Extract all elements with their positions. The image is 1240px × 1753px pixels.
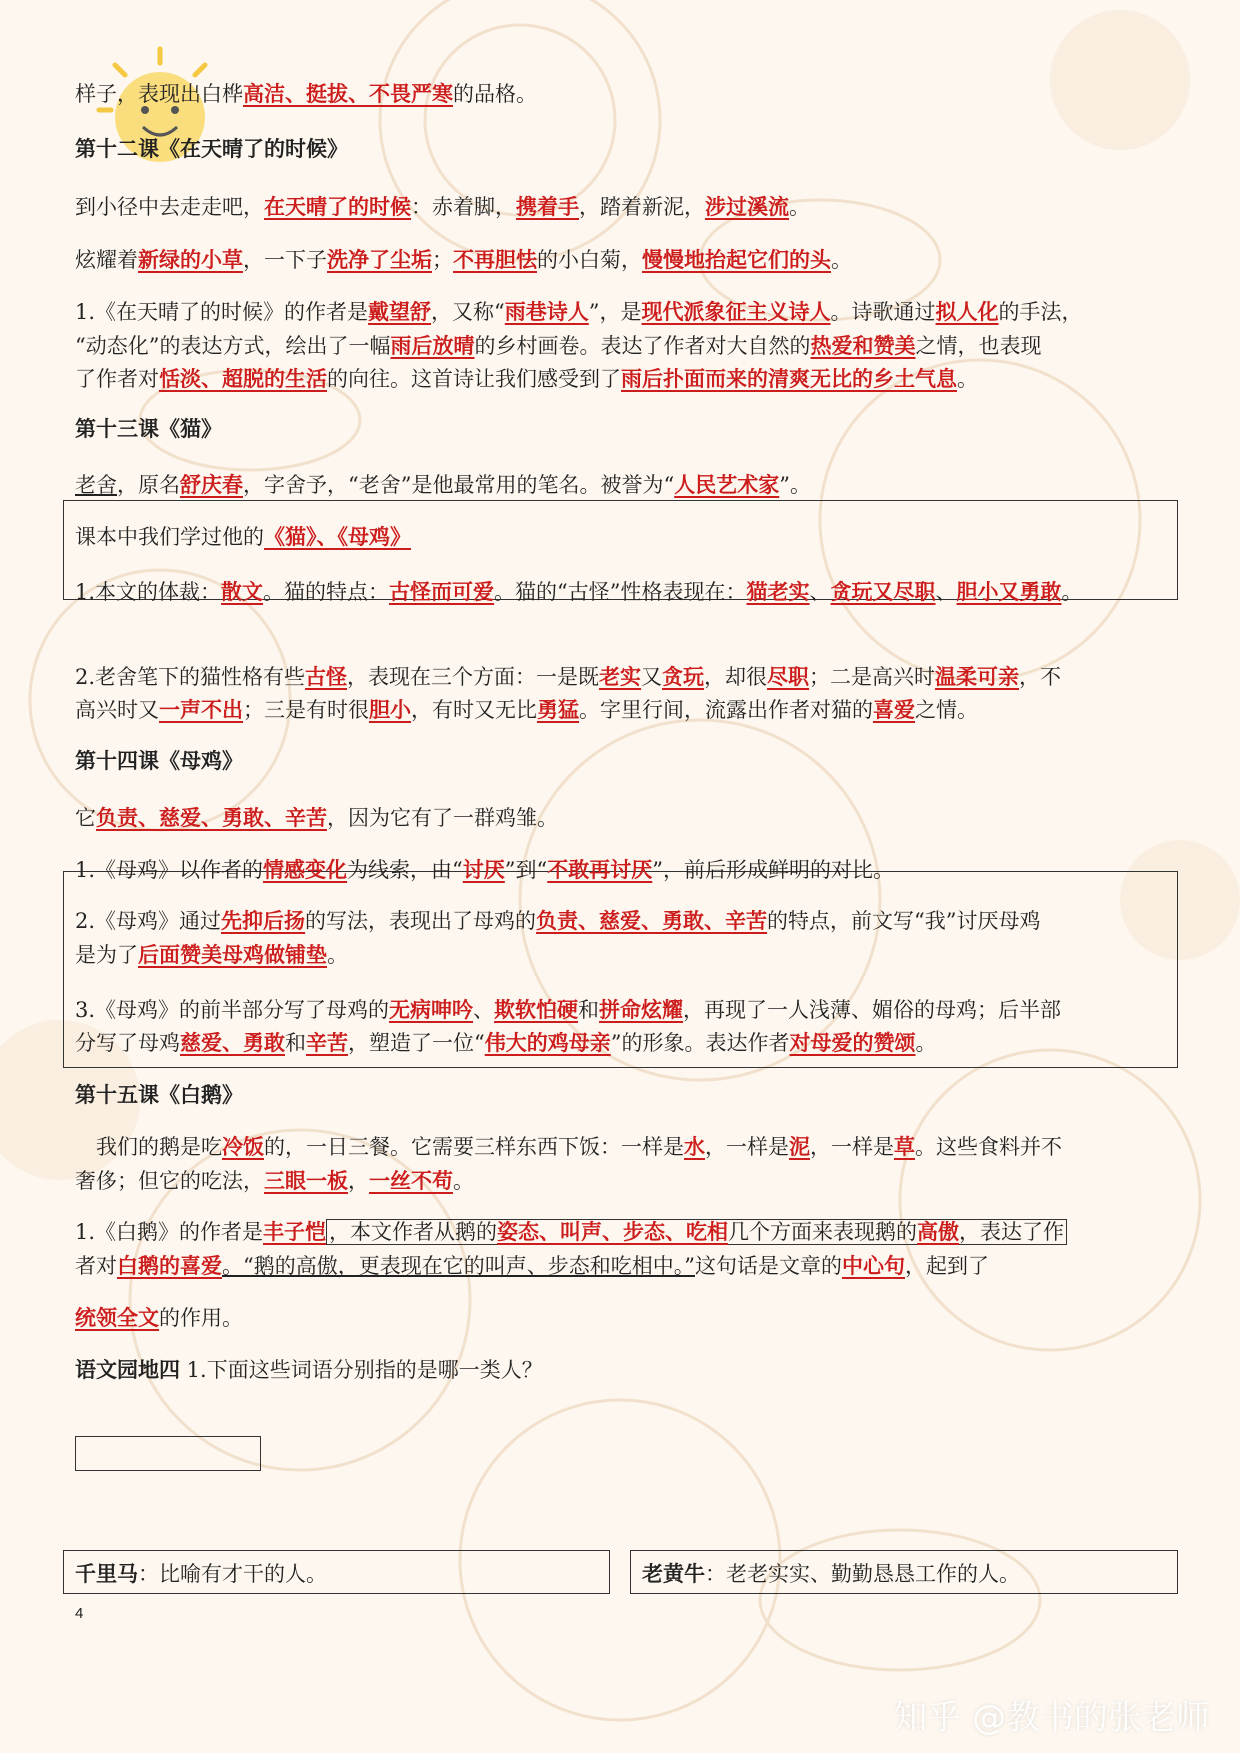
highlighted-answer: 慢慢地抬起它们的头: [642, 247, 831, 272]
text-segment: 的作用。: [159, 1306, 243, 1330]
highlighted-answer: 温柔可亲: [935, 664, 1020, 689]
idiom-1: [75, 1555, 595, 1593]
text-segment: 。: [915, 1031, 937, 1055]
highlighted-answer: 情感变化: [263, 857, 348, 882]
text-segment: 。这些食料并不: [915, 1135, 1062, 1159]
section-heading: [75, 1076, 1185, 1113]
text-segment: ，塑造了一位“: [348, 1031, 485, 1055]
highlighted-answer: 携着手: [516, 194, 579, 219]
highlighted-answer: 热爱和赞美: [810, 333, 916, 358]
text-segment: ”到“: [504, 858, 548, 882]
text-segment: ，表现在三个方面：一是既: [347, 665, 600, 689]
highlighted-answer: 涉过溪流: [705, 194, 789, 219]
text-segment: ，起到了: [904, 1254, 989, 1278]
text-line: [75, 573, 1185, 611]
highlighted-answer: 贪玩又尽职: [830, 579, 936, 604]
text-segment: ”，是: [588, 300, 642, 324]
highlighted-answer: 现代派象征主义诗人: [641, 299, 831, 324]
highlighted-answer: 不敢再讨厌: [547, 857, 653, 882]
text-segment: ：赤着脚，: [411, 195, 516, 219]
text-line: [75, 293, 1185, 331]
highlighted-answer: 猫老实: [746, 579, 810, 604]
text-line: [75, 1247, 1185, 1285]
text-segment: 到小径中去走走吧，: [75, 195, 264, 219]
highlighted-answer: 高洁、挺拔、不畏严寒: [243, 81, 453, 106]
text-segment: 第十二课《在天晴了的时候》: [75, 136, 348, 161]
highlighted-answer: 拼命炫耀: [599, 997, 684, 1022]
text-segment: 之情，也表现: [915, 334, 1042, 358]
page-number: 4: [75, 1605, 84, 1622]
text-segment: 者对: [75, 1254, 117, 1278]
text-segment: 。猫的“古怪”性格表现在：: [494, 580, 747, 604]
highlighted-answer: 雨后扑面而来的清爽无比的乡土气息: [621, 366, 957, 391]
text-segment: 的小白菊，: [537, 248, 642, 272]
highlighted-answer: 无病呻吟: [389, 997, 474, 1022]
text-segment: ，表达了作: [959, 1220, 1065, 1244]
highlighted-answer: 雨后放晴: [390, 333, 475, 358]
text-segment: 的写法，表现出了母鸡的: [305, 909, 537, 933]
text-segment: 。: [453, 1169, 474, 1193]
text-line: [75, 1213, 1185, 1251]
highlighted-answer: 白鹅的喜爱: [117, 1253, 222, 1278]
highlighted-answer: 辛苦: [306, 1030, 348, 1055]
highlighted-answer: 喜爱: [873, 697, 915, 722]
highlighted-answer: 戴望舒: [368, 299, 432, 324]
highlighted-answer: 对母爱的赞颂: [789, 1030, 916, 1055]
text-segment: ，: [348, 1169, 369, 1193]
text-segment: ；: [432, 248, 453, 272]
text-line: [75, 360, 1185, 398]
text-segment: 老舍: [75, 473, 117, 497]
highlighted-answer: 恬淡、超脱的生活: [159, 366, 327, 391]
text-segment: ”，前后形成鲜明的对比。: [652, 858, 895, 882]
text-segment: 它: [75, 806, 96, 830]
text-segment: 这句话是文章的: [694, 1254, 842, 1278]
text-segment: 分写了母鸡: [75, 1031, 180, 1055]
highlighted-answer: 伟大的鸡母亲: [484, 1030, 611, 1055]
text-segment: 2.《母鸡》通过: [75, 909, 222, 933]
highlighted-answer: 洗净了尘垢: [327, 247, 432, 272]
text-segment: 样子，表现出白桦: [75, 82, 243, 106]
text-segment: 1.下面这些词语分别指的是哪一类人？: [180, 1358, 543, 1382]
text-segment: 、: [473, 998, 495, 1022]
text-segment: 的手法，: [998, 300, 1083, 324]
highlighted-answer: 冷饭: [222, 1134, 264, 1159]
text-line: [75, 851, 1185, 889]
idiom-2: [642, 1555, 1162, 1593]
text-segment: 。: [957, 367, 978, 391]
highlighted-answer: 负责、慈爱、勇敢、辛苦: [536, 908, 768, 933]
section-heading: [75, 130, 1185, 167]
text-segment: ，踏着新泥，: [579, 195, 705, 219]
text-segment: ，本文作者从鹅的: [329, 1220, 498, 1244]
text-segment: 之情。: [915, 698, 978, 722]
highlighted-answer: 负责、慈爱、勇敢、辛苦: [96, 805, 327, 830]
highlighted-answer: 讨厌: [462, 857, 505, 882]
text-line: [75, 518, 1185, 556]
highlighted-answer: 姿态、叫声、步态、吃相: [497, 1219, 729, 1244]
text-line: [75, 1162, 1185, 1200]
text-segment: ，一下子: [243, 248, 327, 272]
text-segment: 的品格。: [453, 82, 537, 106]
text-segment: 是为了: [75, 943, 138, 967]
text-segment: 、: [935, 580, 957, 604]
highlighted-answer: 新绿的小草: [138, 247, 243, 272]
text-segment: 我们的鹅是吃: [75, 1135, 222, 1159]
text-segment: ，一样是: [705, 1135, 789, 1159]
text-line: [75, 241, 1185, 279]
text-segment: 。: [1061, 580, 1083, 604]
text-segment: ”的形象。表达作者: [610, 1031, 790, 1055]
text-segment: 了作者对: [75, 367, 159, 391]
idiom-2-term: 老黄牛: [642, 1561, 705, 1586]
text-segment: 。: [789, 195, 810, 219]
text-line: [75, 1128, 1185, 1166]
watermark: 知乎 @教书的张老师: [893, 1698, 1210, 1738]
text-segment: 炫耀着: [75, 248, 138, 272]
text-line: [75, 75, 1185, 113]
highlighted-answer: 在天晴了的时候: [264, 194, 411, 219]
highlighted-answer: 高傲: [917, 1219, 960, 1244]
text-segment: 1.本文的体裁：: [75, 580, 222, 604]
highlighted-answer: 一丝不苟: [369, 1168, 453, 1193]
text-segment: 1.《白鹅》的作者是: [75, 1220, 264, 1244]
text-segment: 又: [641, 665, 663, 689]
highlighted-answer: 一声不出: [159, 697, 243, 722]
text-line: [75, 1351, 1185, 1389]
text-line: [75, 466, 1185, 504]
highlighted-answer: 慈爱、勇敢: [180, 1030, 285, 1055]
highlighted-answer: 中心句: [841, 1253, 905, 1278]
text-segment: ，不: [1019, 665, 1062, 689]
text-segment: ，字舍予，“老舍”是他最常用的笔名。被誉为“: [243, 473, 675, 497]
text-line: [75, 1024, 1185, 1062]
text-segment: ，却很: [704, 665, 768, 689]
text-segment: 。: [831, 248, 852, 272]
section-heading: [75, 410, 1185, 447]
text-segment: 的特点，前文写“我”讨厌母鸡: [767, 909, 1041, 933]
highlighted-answer: 老实: [599, 664, 642, 689]
text-segment: 的乡村画卷。表达了作者对大自然的: [474, 334, 811, 358]
text-line: [75, 799, 1185, 837]
text-segment: ，再现了一人浅薄、媚俗的母鸡；后半部: [683, 998, 1062, 1022]
tonglingquanwen-box: [75, 1436, 261, 1471]
idiom-1-desc: ：比喻有才干的人。: [138, 1562, 327, 1586]
text-segment: 。: [327, 943, 348, 967]
text-segment: 和: [578, 998, 600, 1022]
text-segment: 第十三课《猫》: [75, 416, 222, 441]
highlighted-answer: 先抑后扬: [221, 908, 306, 933]
text-segment: ，又称“: [431, 300, 505, 324]
sentence-box: [326, 1219, 1067, 1245]
highlighted-answer: 勇猛: [537, 697, 579, 722]
text-segment: 高兴时又: [75, 698, 159, 722]
highlighted-answer: 尽职: [767, 664, 810, 689]
text-segment: ，一样是: [810, 1135, 894, 1159]
text-line: [75, 188, 1185, 226]
idiom-2-desc: ：老老实实、勤勤恳恳工作的人。: [705, 1562, 1020, 1586]
bold-label: 语文园地四: [75, 1357, 180, 1382]
text-segment: 奢侈；但它的吃法，: [75, 1169, 264, 1193]
text-segment: 。诗歌通过: [830, 300, 936, 324]
highlighted-answer: 丰子恺: [263, 1219, 327, 1244]
text-segment: ”。: [779, 473, 811, 497]
highlighted-answer: 《猫》、《母鸡》: [264, 524, 411, 549]
highlighted-answer: 水: [684, 1134, 705, 1159]
highlighted-answer: 舒庆春: [180, 472, 243, 497]
text-segment: ，有时又无比: [411, 698, 537, 722]
text-line: [75, 1299, 1185, 1337]
idiom-1-term: 千里马: [75, 1561, 138, 1586]
highlighted-answer: 古怪: [305, 664, 348, 689]
highlighted-answer: 拟人化: [935, 299, 999, 324]
section-heading: [75, 742, 1185, 779]
text-line: [75, 691, 1185, 729]
text-segment: 第十五课《白鹅》: [75, 1082, 243, 1107]
text-segment: 的向往。这首诗让我们感受到了: [327, 367, 621, 391]
highlighted-answer: 雨巷诗人: [504, 299, 589, 324]
highlighted-answer: 胆小又勇敢: [956, 579, 1062, 604]
highlighted-answer: 草: [894, 1134, 915, 1159]
highlighted-answer: 胆小: [369, 697, 411, 722]
text-segment: 。“鹅的高傲，更表现在它的叫声、步态和吃相中。”: [222, 1254, 695, 1278]
text-segment: 的，一日三餐。它需要三样东西下饭：一样是: [264, 1135, 684, 1159]
highlighted-answer: 统领全文: [75, 1305, 159, 1330]
highlighted-answer: 贪玩: [662, 664, 705, 689]
text-segment: 。字里行间，流露出作者对猫的: [579, 698, 873, 722]
text-segment: ，原名: [117, 473, 180, 497]
highlighted-answer: 后面赞美母鸡做铺垫: [138, 942, 327, 967]
text-segment: 几个方面来表现鹅的: [728, 1220, 918, 1244]
text-segment: 。猫的特点：: [263, 580, 390, 604]
highlighted-answer: 三眼一板: [264, 1168, 348, 1193]
text-segment: ，因为它有了一群鸡雏。: [327, 806, 558, 830]
text-segment: 课本中我们学过他的: [75, 525, 264, 549]
text-segment: 、: [809, 580, 831, 604]
text-segment: 和: [285, 1031, 306, 1055]
highlighted-answer: 散文: [221, 579, 264, 604]
text-segment: “动态化”的表达方式，绘出了一幅: [75, 334, 391, 358]
text-segment: 第十四课《母鸡》: [75, 748, 243, 773]
highlighted-answer: 泥: [789, 1134, 810, 1159]
text-segment: 1.《在天晴了的时候》的作者是: [75, 300, 369, 324]
text-segment: 1.《母鸡》以作者的: [75, 858, 264, 882]
text-line: [75, 936, 1185, 974]
text-segment: ；二是高兴时: [809, 665, 936, 689]
text-segment: 2.老舍笔下的猫性格有些: [75, 665, 306, 689]
highlighted-answer: 古怪而可爱: [389, 579, 495, 604]
text-line: [75, 902, 1185, 940]
highlighted-answer: 欺软怕硬: [494, 997, 579, 1022]
text-segment: ；三是有时很: [243, 698, 369, 722]
text-segment: 3.《母鸡》的前半部分写了母鸡的: [75, 998, 390, 1022]
highlighted-answer: 不再胆怯: [453, 247, 537, 272]
highlighted-answer: 人民艺术家: [674, 472, 780, 497]
text-segment: 为线索，由“: [347, 858, 463, 882]
